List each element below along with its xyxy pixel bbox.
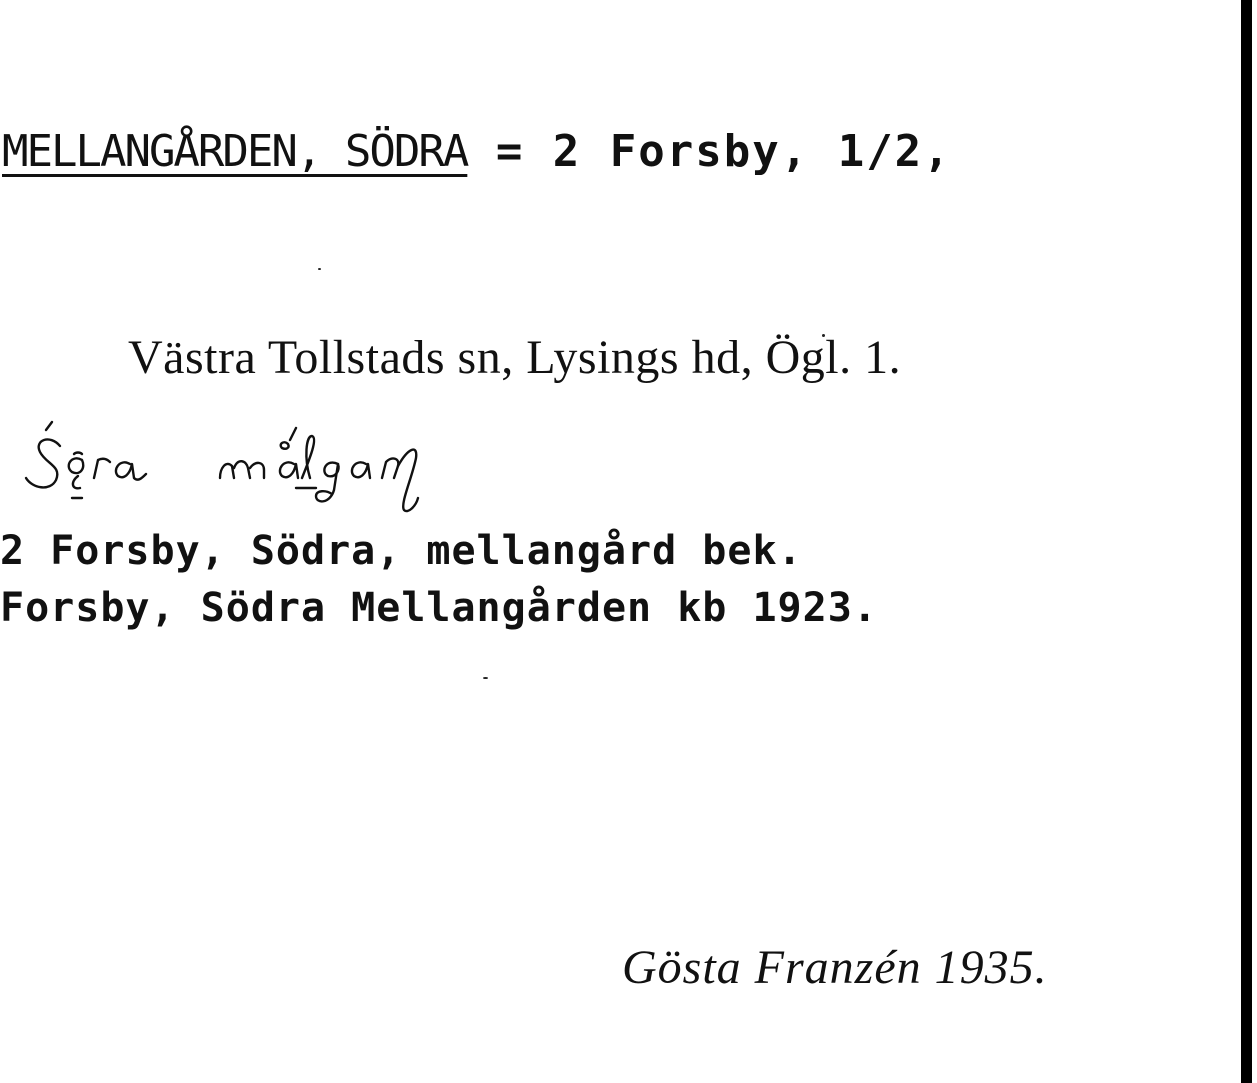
parish-line: Västra Tollstads sn, Lysings hd, Ögl. 1. [128, 331, 902, 384]
card-edge-shadow [1241, 0, 1252, 1083]
handwritten-dialect-form [20, 418, 520, 528]
place-name: MELLANGÅRDEN, SÖDRA [2, 126, 468, 177]
signature: Gösta Franzén 1935. [622, 941, 1048, 994]
headline [2, 126, 952, 177]
source-line-1: 2 Forsby, Södra, mellangård bek. [0, 528, 803, 574]
paper-speck [483, 677, 488, 679]
paper-speck [318, 268, 321, 270]
source-line-2: Forsby, Södra Mellangården kb 1923. [0, 585, 878, 631]
place-reference: = 2 Forsby, 1/2, [467, 126, 952, 177]
